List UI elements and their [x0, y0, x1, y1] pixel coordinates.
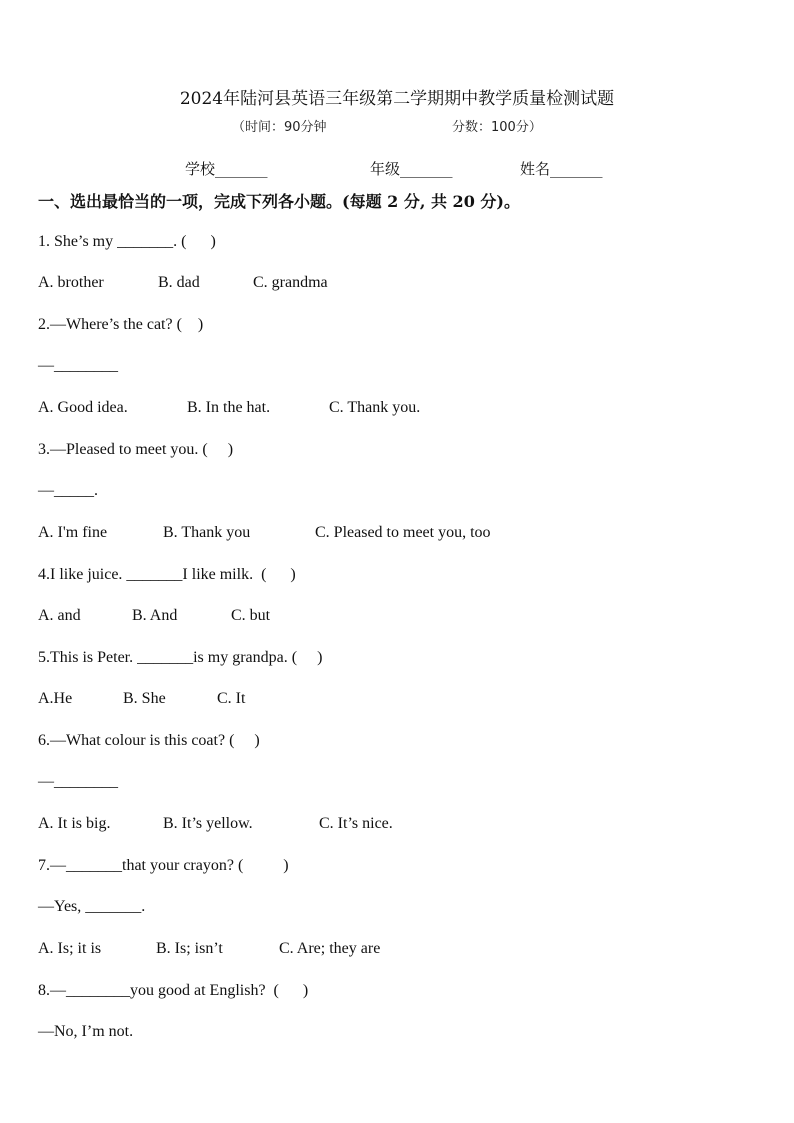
option-b: B. She	[123, 690, 166, 707]
grade-field: 年级_______	[370, 160, 453, 178]
question-stem: 5.This is Peter. _______is my grandpa. ( )	[38, 649, 323, 666]
question-stem: 4.I like juice. _______I like milk. ( )	[38, 566, 296, 583]
exam-time: （时间：90分钟	[232, 120, 327, 135]
option-a: A. and	[38, 607, 81, 624]
question-stem: 6.—What colour is this coat? ( )	[38, 732, 260, 749]
option-b: B. dad	[158, 274, 200, 291]
option-a: A. brother	[38, 274, 104, 291]
option-b: B. It’s yellow.	[163, 815, 253, 832]
option-b: B. Thank you	[163, 524, 251, 541]
exam-score: 分数：100分）	[452, 120, 542, 135]
answer-line: —No, I’m not.	[38, 1023, 134, 1040]
option-c: C. Are; they are	[279, 940, 381, 957]
option-b: B. In the hat.	[187, 399, 271, 416]
option-a: A. It is big.	[38, 815, 111, 832]
option-c: C. grandma	[253, 274, 328, 291]
answer-line: —_____.	[38, 482, 98, 499]
answer-line: —________	[38, 773, 118, 790]
option-c: C. It	[217, 690, 246, 707]
option-a: A.He	[38, 690, 73, 707]
question-stem: 3.—Pleased to meet you. ( )	[38, 441, 234, 458]
section-heading: 一、选出最恰当的一项，完成下列各小题。(每题 2 分, 共 20 分)。	[38, 192, 520, 211]
option-c: C. Thank you.	[329, 399, 421, 416]
page-title: 2024年陆河县英语三年级第二学期期中教学质量检测试题	[179, 89, 615, 109]
option-c: C. Pleased to meet you, too	[315, 524, 491, 541]
option-a: A. Good idea.	[38, 399, 128, 416]
option-b: B. And	[132, 607, 178, 624]
question-stem: 7.—_______that your crayon? ( )	[38, 857, 289, 874]
question-stem: 1. She’s my _______. ( )	[38, 233, 216, 250]
name-field: 姓名_______	[520, 160, 603, 178]
school-field: 学校_______	[185, 160, 268, 178]
question-stem: 2.—Where’s the cat? ( )	[38, 316, 204, 333]
question-stem: 8.—________you good at English? ( )	[38, 982, 309, 999]
option-c: C. It’s nice.	[319, 815, 393, 832]
option-c: C. but	[231, 607, 271, 624]
answer-line: —Yes, _______.	[38, 898, 146, 915]
answer-line: —________	[38, 357, 118, 374]
option-a: A. I'm fine	[38, 524, 108, 541]
option-a: A. Is; it is	[38, 940, 102, 957]
option-b: B. Is; isn’t	[156, 940, 223, 957]
